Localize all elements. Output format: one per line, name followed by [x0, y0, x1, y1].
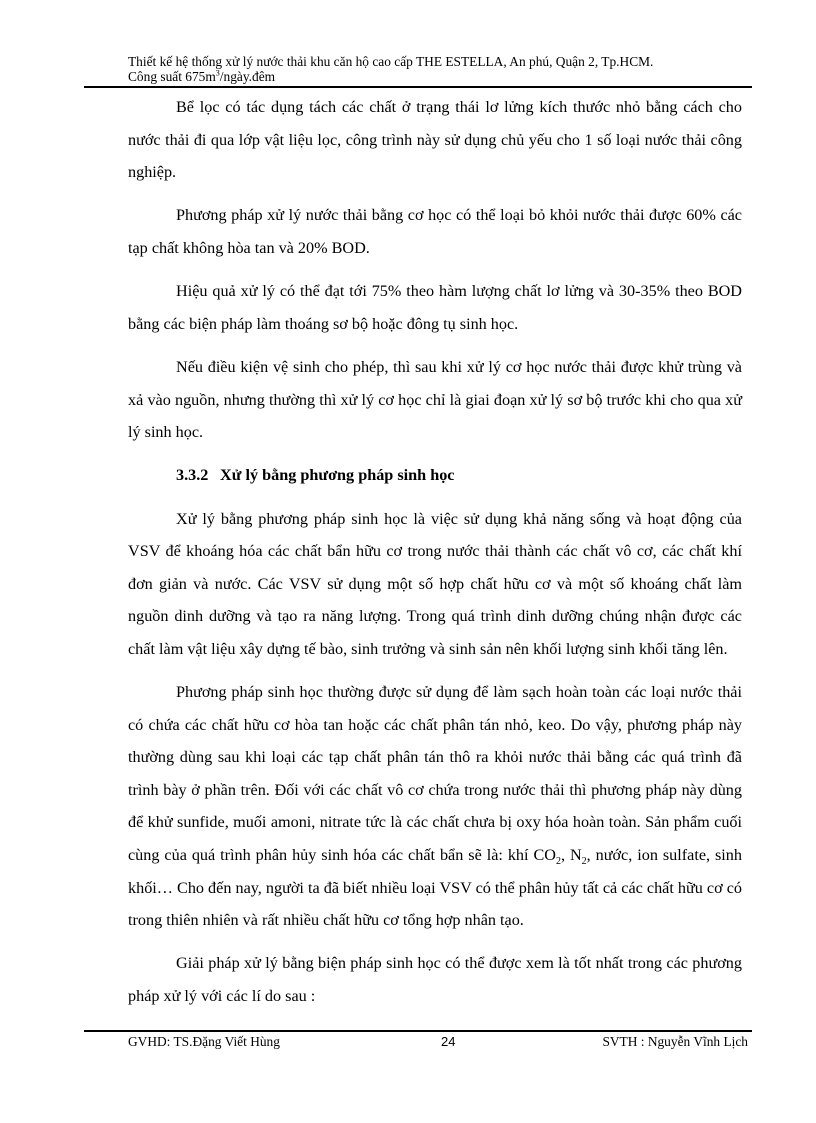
paragraph-ve-sinh: Nếu điều kiện vệ sinh cho phép, thì sau khi xử lý cơ học nước thải được khử trùng và xả vào nguồn, nhưng thường thì xử lý cơ học chỉ là giai đoạn xử lý sơ bộ trước khi cho qua xử lý sinh học.: [128, 357, 742, 442]
paragraph-sinh-hoc-intro: Xử lý bằng phương pháp sinh học là việc sử dụng khả năng sống và hoạt động của VSV để khoáng hóa các chất bẩn hữu cơ trong nước thải thành các chất vô cơ, các chất khí đơn giản và nước. Các VSV sử dụng một số hợp chất hữu cơ và một số khoáng chất làm nguồn dinh dưỡng và tạo ra năng lượng. Trong quá trình dinh dưỡng chúng nhận được các chất làm vật liệu xây dựng tế bào, sinh trưởng và sinh sản nên khối lượng sinh khối tăng lên.: [128, 509, 742, 658]
footer-student: SVTH : Nguyễn Vĩnh Lịch: [602, 1034, 748, 1049]
section-number: 3.3.2: [176, 466, 209, 485]
header-capacity: Công suất $675m^3/ngày.đêm$: [128, 68, 276, 84]
paragraph-sinh-hoc-detail: Phương pháp sinh học thường được sử dụng để làm sạch hoàn toàn các loại nước thải có chứa các chất hữu cơ hòa tan hoặc các chất phân tán nhỏ, keo. Do vậy, phương pháp này thường dùng sau khi loại các tạp chất phân tán thô ra khỏi nước thải bằng các quá trình đã trình bày ở phần trên. Đối với các chất vô cơ chứa trong nước thải thì phương pháp này dùng để khử sunfide, muối amoni, nitrate tức là các chất chưa bị oxy hóa hoàn toàn. Sản phẩm cuối cùng của quá trình phân hủy sinh hóa các chất bẩn sẽ là: khí $CO_2$, $N_2$, nước, ion sulfate, sinh khối… Cho đến nay, người ta đã biết nhiều loại VSV có thể phân hủy tất cả các chất hữu cơ có trong thiên nhiên và rất nhiều chất hữu cơ tổng hợp nhân tạo.: [128, 683, 742, 930]
page-header: [128, 54, 748, 84]
paragraph-hieu-qua: Hiệu quả xử lý có thể đạt tới 75% theo hàm lượng chất lơ lửng và 30-35% theo BOD bằng các biện pháp làm thoáng sơ bộ hoặc đông tụ sinh học.: [128, 282, 742, 333]
paragraph-giai-phap: Giải pháp xử lý bằng biện pháp sinh học có thể được xem là tốt nhất trong các phương pháp xử lý với các lí do sau :: [128, 954, 742, 1005]
footer-advisor: GVHD: TS.Đặng Viết Hùng: [128, 1034, 280, 1049]
paragraph-loc: Bể lọc có tác dụng tách các chất ở trạng thái lơ lửng kích thước nhỏ bằng cách cho nước thải đi qua lớp vật liệu lọc, công trình này sử dụng chủ yếu cho 1 số loại nước thải công nghiệp.: [128, 98, 742, 182]
page-number: 24: [441, 1034, 456, 1049]
section-heading: [128, 459, 742, 492]
footer-rule: [84, 1030, 752, 1032]
header-title: Thiết kế hệ thống xử lý nước thải khu căn hộ cao cấp THE ESTELLA, An phú, Quận 2, Tp.HCM.: [128, 54, 654, 69]
header-rule: [84, 86, 752, 88]
section-title: Xử lý bằng phương pháp sinh học: [220, 466, 455, 485]
paragraph-co-hoc: Phương pháp xử lý nước thải bằng cơ học có thể loại bỏ khỏi nước thải được 60% các tạp chất không hòa tan và 20% BOD.: [128, 206, 742, 257]
document-body: [128, 91, 742, 1023]
